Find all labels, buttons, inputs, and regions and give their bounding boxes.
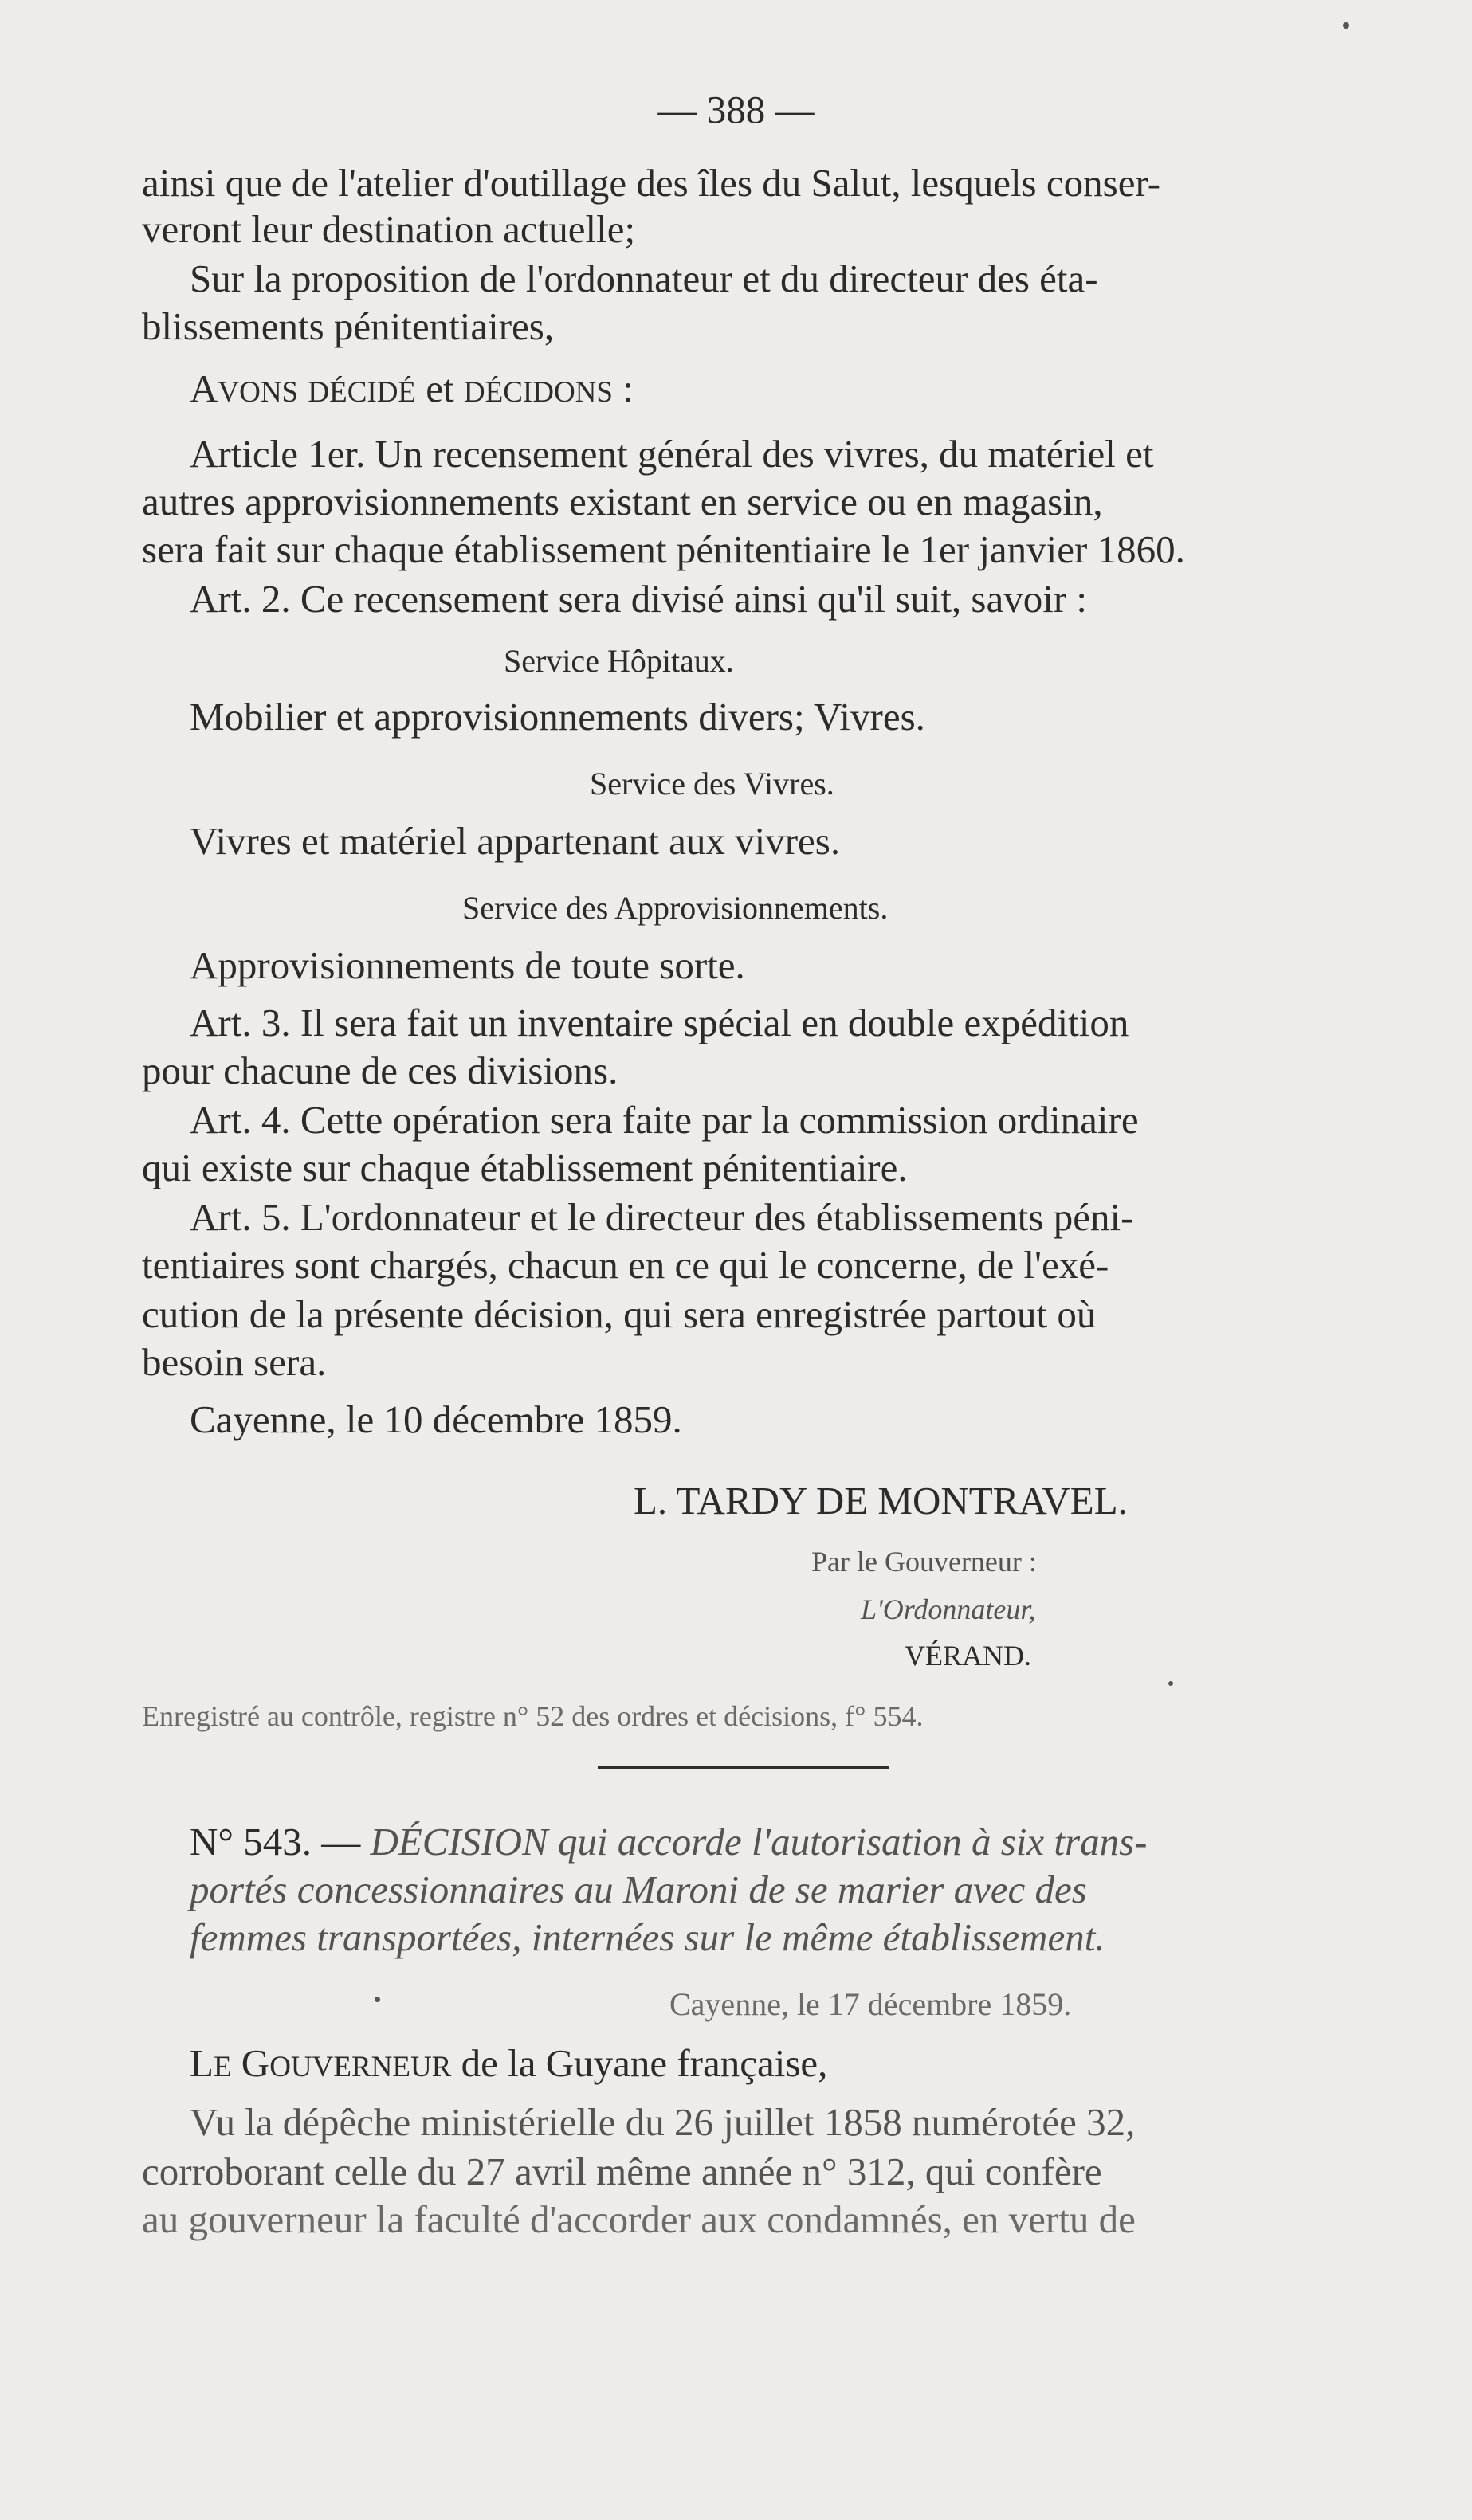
- decision-title-line: portés concessionnaires au Maroni de se marier avec des: [190, 1867, 1087, 1911]
- small-caps-initial: L: [190, 2041, 214, 2085]
- small-caps-text: VONS: [218, 376, 299, 409]
- decision-title-text: DÉCISION qui accorde l'autorisation à six trans-: [370, 1820, 1148, 1864]
- gouverneur-heading: [190, 2040, 827, 2091]
- colon-text: :: [622, 366, 634, 410]
- page-number: — 388 —: [657, 88, 815, 131]
- text-line: cution de la présente décision, qui sera enregistrée partout où: [142, 1292, 1097, 1336]
- text-line: Vu la dépêche ministérielle du 26 juillet 1858 numérotée 32,: [190, 2100, 1136, 2144]
- avons-decide-heading: [190, 365, 634, 417]
- text-line: au gouverneur la faculté d'accorder aux condamnés, en vertu de: [142, 2197, 1136, 2241]
- text-line: sera fait sur chaque établissement pénitentiaire le 1er janvier 1860.: [142, 527, 1185, 571]
- text-line: Vivres et matériel appartenant aux vivres.: [190, 819, 841, 863]
- small-caps-text: E: [213, 2051, 232, 2083]
- text-line: Art. 5. L'ordonnateur et le directeur des établissements péni-: [190, 1195, 1134, 1239]
- section-heading: Service Hôpitaux.: [504, 643, 734, 679]
- small-caps-text: DÉCIDÉ: [308, 376, 417, 409]
- small-caps-initial: G: [241, 2041, 270, 2085]
- text-line: Art. 2. Ce recensement sera divisé ainsi qu'il suit, savoir :: [190, 577, 1088, 621]
- small-caps-text: OUVERNEUR: [269, 2051, 452, 2083]
- section-heading: Service des Approvisionnements.: [462, 890, 889, 926]
- date-line: Cayenne, le 10 décembre 1859.: [190, 1397, 682, 1441]
- decision-title-line: [190, 1818, 1147, 1866]
- separator-rule: [598, 1766, 889, 1769]
- decision-title-line: femmes transportées, internées sur le même établissement.: [190, 1915, 1105, 1959]
- print-speck: [1168, 1681, 1173, 1686]
- text-line: veront leur destination actuelle;: [142, 207, 636, 251]
- text-line: qui existe sur chaque établissement pénitentiaire.: [142, 1146, 908, 1189]
- signature-name-2: VÉRAND.: [905, 1640, 1031, 1672]
- signature-name: L. TARDY DE MONTRAVEL.: [634, 1479, 1128, 1523]
- signature-par: Par le Gouverneur :: [811, 1546, 1037, 1577]
- small-caps-initial: A: [190, 366, 218, 410]
- text-line: autres approvisionnements existant en service ou en magasin,: [142, 480, 1103, 523]
- text-line: ainsi que de l'atelier d'outillage des îles du Salut, lesquels conser-: [142, 161, 1161, 205]
- gouverneur-text: de la Guyane française,: [461, 2041, 828, 2085]
- text-line: Art. 3. Il sera fait un inventaire spécial en double expédition: [190, 1001, 1129, 1044]
- section-heading: Service des Vivres.: [590, 766, 834, 801]
- conjunction-text: et: [426, 366, 454, 410]
- print-speck: [1343, 22, 1349, 29]
- small-caps-text: DÉCIDONS: [463, 376, 613, 409]
- decision-number: N° 543. —: [190, 1820, 371, 1864]
- text-line: pour chacune de ces divisions.: [142, 1048, 618, 1092]
- text-line: besoin sera.: [142, 1340, 327, 1384]
- signature-role: L'Ordonnateur,: [861, 1593, 1036, 1625]
- text-line: Mobilier et approvisionnements divers; Vivres.: [190, 695, 925, 739]
- text-line: Approvisionnements de toute sorte.: [190, 943, 745, 987]
- print-speck: [375, 1997, 380, 2002]
- text-line: blissements pénitentiaires,: [142, 304, 555, 348]
- registration-note: Enregistré au contrôle, registre n° 52 des ordres et décisions, f° 554.: [142, 1700, 924, 1732]
- text-line: corroborant celle du 27 avril même année n° 312, qui confère: [142, 2150, 1102, 2193]
- text-line: Art. 4. Cette opération sera faite par la commission ordinaire: [190, 1098, 1139, 1142]
- text-line: Article 1er. Un recensement général des vivres, du matériel et: [190, 432, 1154, 476]
- text-line: tentiaires sont chargés, chacun en ce qui le concerne, de l'exé-: [142, 1243, 1109, 1287]
- date-line: Cayenne, le 17 décembre 1859.: [669, 1986, 1072, 2022]
- text-line: Sur la proposition de l'ordonnateur et du directeur des éta-: [190, 257, 1098, 300]
